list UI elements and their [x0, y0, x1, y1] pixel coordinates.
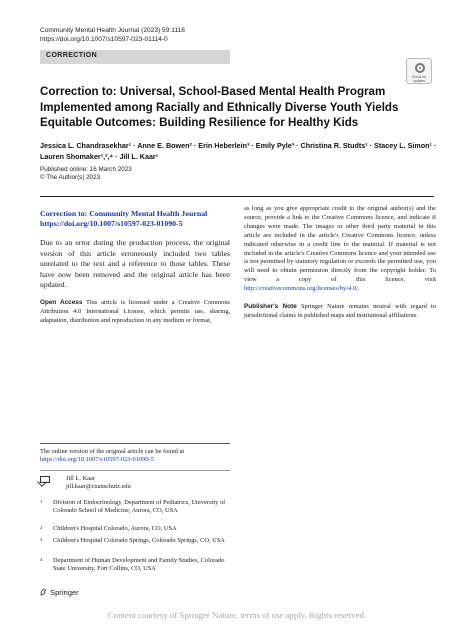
contact-email[interactable]: jill.kaar@cuanschutz.edu	[66, 483, 131, 491]
publishers-note	[244, 303, 436, 321]
licence-paragraph	[244, 205, 436, 294]
licence-link[interactable]: http://creativecommons.org/licenses/by/4.0/	[244, 285, 358, 293]
open-access-paragraph	[40, 299, 230, 325]
correction-body: Due to an error during the production process, the original version of this article erroneously included two tables unrelated to the text and a reference to those tables. These have now been removed and the original article has been updated.	[40, 238, 230, 290]
published-online: Published online: 16 March 2023	[40, 166, 132, 173]
check-for-updates-badge[interactable]	[406, 58, 432, 84]
publisher-logo	[40, 588, 79, 597]
correction-reference	[40, 209, 230, 229]
section-band	[40, 50, 230, 64]
affiliation-number: 3	[40, 537, 43, 542]
copyright-line: © The Author(s) 2023	[40, 174, 101, 181]
crossmark-icon	[415, 63, 425, 73]
left-column	[40, 209, 230, 325]
envelope-icon	[40, 476, 50, 483]
footnote-divider	[40, 443, 230, 444]
publication-dates	[40, 166, 132, 182]
affiliation-text: Department of Human Development and Family Studies, Colorado State University, Fort Collins, CO, USA	[53, 557, 225, 573]
right-column	[244, 205, 436, 321]
running-header	[40, 26, 185, 44]
corresponding-author	[66, 475, 230, 492]
contact-divider	[40, 470, 230, 471]
badge-caption: Check for updates	[411, 75, 427, 83]
online-version-text: The online version of the original article can be found at	[40, 448, 185, 455]
affiliation-number: 2	[40, 525, 43, 530]
publisher-name: Springer	[50, 588, 79, 597]
author-list: Jessica L. Chandrasekhar¹ · Anne E. Bowen² · Erin Heberlein³ · Emily Pyle³ · Christina R. Studts¹ · Stacey L. Simon¹ · Lauren Shomaker¹,²,⁴ · Jill L. Kaar¹	[40, 141, 437, 161]
affiliation-text: Children's Hospital Colorado Springs, Colorado Springs, CO, USA	[53, 537, 225, 544]
online-version-link[interactable]: https://doi.org/10.1007/s10597-023-01090-5	[40, 456, 154, 464]
affiliation-text: Division of Endocrinology, Department of Pediatrics, University of Colorado School of Medicine, Aurora, CO, USA	[53, 499, 226, 515]
correction-doi-link[interactable]: https://doi.org/10.1007/s10597-023-01090-5	[40, 219, 183, 228]
licence-end: .	[357, 285, 360, 293]
section-label: CORRECTION	[46, 52, 98, 59]
article-title: Correction to: Universal, School-Based Mental Health Program Implemented among Racially and Ethnically Diverse Youth Yields Equitable Outcomes: Building Resilience for Healthy Kids	[40, 85, 399, 129]
correction-label: Correction to: Community Mental Health Journal	[40, 209, 208, 218]
publishers-note-text: Springer Nature remains neutral with regard to jurisdictional claims in published maps and institutional affiliations.	[244, 303, 437, 319]
courtesy-watermark: Content courtesy of Springer Nature, terms of use apply. Rights reserved.	[107, 610, 367, 620]
publishers-note-label: Publisher's Note	[244, 303, 297, 311]
article-doi: https://doi.org/10.1007/s10597-023-01114-0	[40, 36, 168, 43]
open-access-text: This article is licensed under a Creative Commons Attribution 4.0 International License, which permits use, sharing, adaptation, distribution and reproduction in any medium or format,	[40, 298, 230, 324]
licence-text: as long as you give appropriate credit to the original author(s) and the source, provide a link to the Creative Commons licence, and indicate if changes were made. The images or other third party material in this article are included in the article's Creative Commons licence, unless indicated otherwise in a credit line to the material. If material is not included in the article's Creative Commons licence and your intended use is not permitted by statutory regulation or exceeds the permitted use, you will need to obtain permission directly from the copyright holder. To view a copy of this licence, visit	[244, 205, 436, 284]
affiliation-text: Children's Hospital Colorado, Aurora, CO, USA	[53, 525, 177, 532]
journal-citation: Community Mental Health Journal (2023) 59:1118	[40, 27, 185, 34]
title-divider	[40, 196, 434, 197]
affiliation-number: 4	[40, 557, 43, 562]
open-access-label: Open Access	[40, 298, 83, 306]
contact-name: Jill L. Kaar	[66, 475, 95, 482]
affiliation-number: 1	[40, 499, 43, 504]
springer-horse-icon	[40, 588, 47, 596]
online-version-note	[40, 448, 230, 465]
